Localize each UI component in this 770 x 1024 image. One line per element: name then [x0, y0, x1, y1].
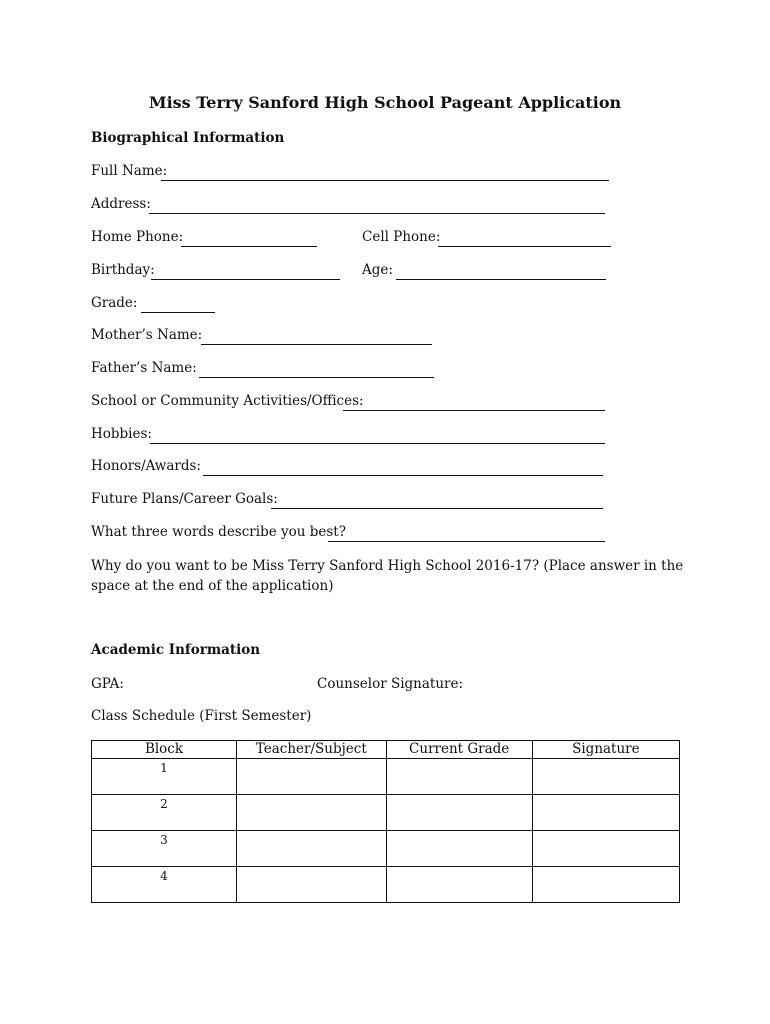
- grade-label: Grade:: [91, 295, 138, 311]
- class-schedule-label: Class Schedule (First Semester): [91, 708, 312, 724]
- current-grade-cell[interactable]: [386, 759, 532, 795]
- hobbies-field[interactable]: [150, 427, 605, 444]
- full-name-label: Full Name:: [91, 163, 168, 179]
- table-header-row: [92, 741, 680, 759]
- column-header-block: Block: [92, 741, 237, 759]
- teacher-subject-cell[interactable]: [236, 795, 386, 831]
- address-field[interactable]: [149, 197, 605, 214]
- teacher-subject-cell[interactable]: [236, 867, 386, 903]
- address-label: Address:: [91, 196, 151, 212]
- column-header-signature: Signature: [532, 741, 679, 759]
- birthday-label: Birthday:: [91, 262, 155, 278]
- signature-cell[interactable]: [532, 867, 679, 903]
- teacher-subject-cell[interactable]: [236, 831, 386, 867]
- block-number: 4: [92, 867, 237, 903]
- fathers-name-field[interactable]: [199, 361, 434, 378]
- mothers-name-field[interactable]: [201, 328, 432, 345]
- activities-label: School or Community Activities/Offices:: [91, 393, 364, 409]
- home-phone-field[interactable]: [181, 230, 317, 247]
- cell-phone-field[interactable]: [438, 230, 611, 247]
- signature-cell[interactable]: [532, 795, 679, 831]
- signature-cell[interactable]: [532, 831, 679, 867]
- page-title: Miss Terry Sanford High School Pageant Application: [148, 93, 622, 112]
- block-number: 1: [92, 759, 237, 795]
- current-grade-cell[interactable]: [386, 867, 532, 903]
- column-header-teacher-subject: Teacher/Subject: [236, 741, 386, 759]
- home-phone-label: Home Phone:: [91, 229, 184, 245]
- table-row: [92, 795, 680, 831]
- table-row: [92, 759, 680, 795]
- class-schedule-table: [91, 740, 680, 903]
- current-grade-cell[interactable]: [386, 795, 532, 831]
- current-grade-cell[interactable]: [386, 831, 532, 867]
- hobbies-label: Hobbies:: [91, 426, 152, 442]
- future-plans-field[interactable]: [271, 492, 603, 509]
- gpa-label: GPA:: [91, 676, 124, 692]
- biographical-info-heading: Biographical Information: [91, 130, 285, 146]
- signature-cell[interactable]: [532, 759, 679, 795]
- cell-phone-label: Cell Phone:: [362, 229, 441, 245]
- block-number: 3: [92, 831, 237, 867]
- three-words-label: What three words describe you best?: [91, 524, 346, 540]
- activities-field[interactable]: [343, 394, 605, 411]
- academic-info-heading: Academic Information: [91, 642, 261, 658]
- future-plans-label: Future Plans/Career Goals:: [91, 491, 278, 507]
- birthday-field[interactable]: [151, 263, 340, 280]
- three-words-field[interactable]: [328, 525, 605, 542]
- fathers-name-label: Father’s Name:: [91, 360, 197, 376]
- why-question: Why do you want to be Miss Terry Sanford High School 2016-17? (Place answer in the space at the end of the application): [91, 558, 684, 594]
- column-header-current-grade: Current Grade: [386, 741, 532, 759]
- block-number: 2: [92, 795, 237, 831]
- table-row: [92, 831, 680, 867]
- age-field[interactable]: [396, 263, 606, 280]
- teacher-subject-cell[interactable]: [236, 759, 386, 795]
- full-name-field[interactable]: [161, 164, 609, 181]
- table-row: [92, 867, 680, 903]
- grade-field[interactable]: [141, 296, 215, 313]
- age-label: Age:: [362, 262, 393, 278]
- honors-label: Honors/Awards:: [91, 458, 201, 474]
- counselor-signature-label: Counselor Signature:: [317, 676, 464, 692]
- mothers-name-label: Mother’s Name:: [91, 327, 203, 343]
- honors-field[interactable]: [203, 459, 603, 476]
